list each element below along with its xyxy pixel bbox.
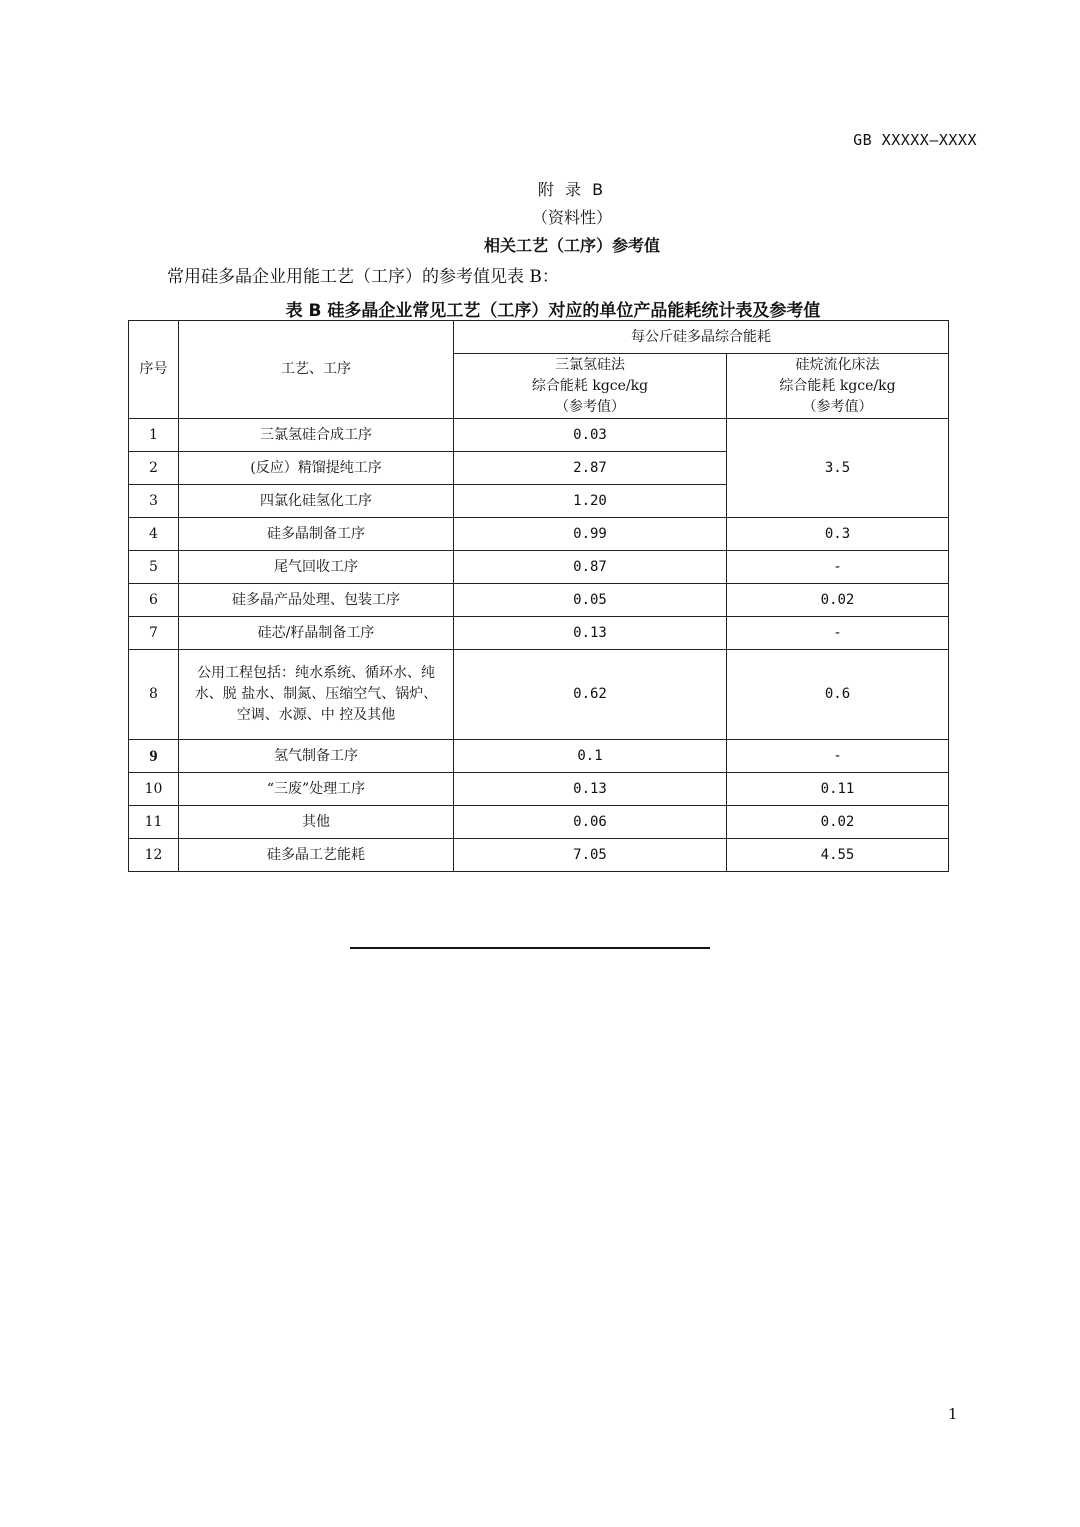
row-seq: 1 <box>129 419 179 452</box>
header-seq: 序号 <box>129 321 179 419</box>
row-seq: 2 <box>129 452 179 485</box>
table-row <box>129 584 949 617</box>
row-value-trichlorosilane: 0.1 <box>454 740 727 773</box>
row-value-trichlorosilane: 0.13 <box>454 773 727 806</box>
table-row <box>129 419 949 452</box>
row-process: 硅芯/籽晶制备工序 <box>179 617 454 650</box>
table-row <box>129 806 949 839</box>
row-process: 硅多晶产品处理、包装工序 <box>179 584 454 617</box>
row-value-silane: - <box>727 617 949 650</box>
row-value-trichlorosilane: 0.06 <box>454 806 727 839</box>
row-process: 四氯化硅氢化工序 <box>179 485 454 518</box>
row-process: 氢气制备工序 <box>179 740 454 773</box>
header-b-line-2: 综合能耗 kgce/kg <box>779 377 896 394</box>
table-row <box>129 518 949 551</box>
standard-number: GB XXXXX—XXXX <box>853 131 977 149</box>
row-process: (反应）精馏提纯工序 <box>179 452 454 485</box>
appendix-nature: （资料性） <box>531 208 612 227</box>
row-value-trichlorosilane: 0.13 <box>454 617 727 650</box>
header-process: 工艺、工序 <box>179 321 454 419</box>
row-process-line-2: 水、脱 盐水、制氮、压缩空气、锅炉、 <box>194 686 438 702</box>
row-value-silane: 0.02 <box>727 584 949 617</box>
header-a-line-2: 综合能耗 kgce/kg <box>531 377 649 394</box>
row-value-silane: 0.02 <box>727 806 949 839</box>
row-value-trichlorosilane: 0.87 <box>454 551 727 584</box>
table-header-row <box>129 321 949 354</box>
row-process <box>179 650 454 740</box>
row-seq: 11 <box>129 806 179 839</box>
row-seq: 12 <box>129 839 179 872</box>
row-process: 其他 <box>179 806 454 839</box>
header-trichlorosilane-method <box>454 354 727 419</box>
appendix-heading: 相关工艺（工序）参考值 <box>483 236 660 255</box>
table-row <box>129 773 949 806</box>
row-seq: 8 <box>129 650 179 740</box>
row-value-silane: - <box>727 551 949 584</box>
row-process: 硅多晶工艺能耗 <box>179 839 454 872</box>
appendix-title: 附 录 B <box>537 180 607 199</box>
table-caption: 表 B 硅多晶企业常见工艺（工序）对应的单位产品能耗统计表及参考值 <box>285 301 821 321</box>
table-row <box>129 617 949 650</box>
row-value-trichlorosilane: 0.05 <box>454 584 727 617</box>
table-row <box>129 551 949 584</box>
row-process-line-1: 公用工程包括：纯水系统、循环水、纯 <box>197 665 435 681</box>
row-seq: 9 <box>129 740 179 773</box>
row-process: 硅多晶制备工序 <box>179 518 454 551</box>
row-value-trichlorosilane: 7.05 <box>454 839 727 872</box>
row-value-trichlorosilane: 0.99 <box>454 518 727 551</box>
table-row <box>129 839 949 872</box>
page-number: 1 <box>948 1405 958 1423</box>
row-seq: 6 <box>129 584 179 617</box>
row-value-trichlorosilane: 0.03 <box>454 419 727 452</box>
row-seq: 7 <box>129 617 179 650</box>
row-seq: 5 <box>129 551 179 584</box>
row-value-silane: 4.55 <box>727 839 949 872</box>
header-a-line-1: 三氯氢硅法 <box>555 356 625 373</box>
row-seq: 10 <box>129 773 179 806</box>
energy-consumption-table <box>128 320 949 872</box>
row-value-silane: 0.11 <box>727 773 949 806</box>
row-value-silane-merged: 3.5 <box>727 419 949 518</box>
header-silane-fluidized-bed-method <box>727 354 949 419</box>
row-seq: 4 <box>129 518 179 551</box>
header-b-line-3: （参考值） <box>802 398 873 415</box>
header-a-line-3: （参考值） <box>555 398 625 415</box>
table-row <box>129 650 949 740</box>
intro-paragraph: 常用硅多晶企业用能工艺（工序）的参考值见表 B： <box>167 267 559 287</box>
header-group: 每公斤硅多晶综合能耗 <box>454 321 949 354</box>
row-value-silane: 0.6 <box>727 650 949 740</box>
row-value-trichlorosilane: 0.62 <box>454 650 727 740</box>
row-value-silane: - <box>727 740 949 773</box>
end-rule <box>350 947 710 949</box>
header-b-line-1: 硅烷流化床法 <box>795 356 880 373</box>
row-value-silane: 0.3 <box>727 518 949 551</box>
row-process-line-3: 空调、水源、中 控及其他 <box>236 707 396 723</box>
row-process: 三氯氢硅合成工序 <box>179 419 454 452</box>
row-value-trichlorosilane: 1.20 <box>454 485 727 518</box>
row-value-trichlorosilane: 2.87 <box>454 452 727 485</box>
row-process: “三废”处理工序 <box>179 773 454 806</box>
table-row <box>129 740 949 773</box>
row-seq: 3 <box>129 485 179 518</box>
row-process: 尾气回收工序 <box>179 551 454 584</box>
